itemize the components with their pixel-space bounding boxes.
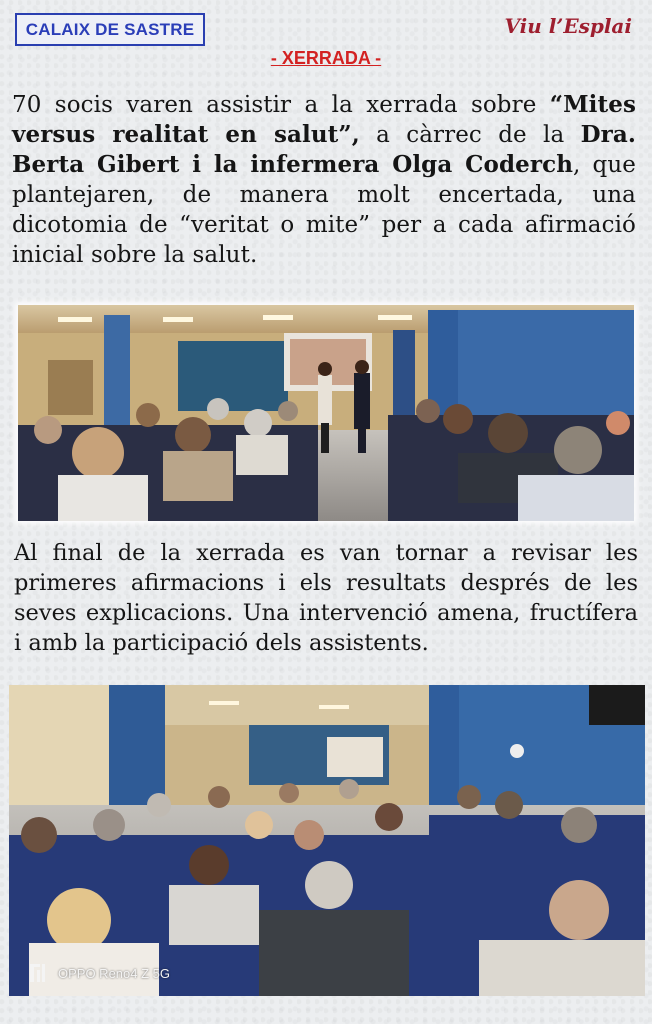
camera-watermark	[28, 962, 170, 984]
brand-title: Viu l’Esplai	[504, 14, 632, 38]
section-label: CALAIX DE SASTRE	[15, 13, 205, 46]
camera-watermark-text: OPPO Reno4 Z 5G	[58, 965, 170, 981]
talk-audience-photo	[18, 305, 634, 521]
closing-paragraph: Al final de la xerrada es van tornar a revisar les primeres afirmacions i els resultats després de les seves explicacions. Una intervenció amena, fructífera i amb la participació dels assistents.	[14, 540, 638, 656]
intro-paragraph: 70 socis varen assistir a la xerrada sobre “Mites versus realitat en salut”, a càrrec de la Dra. Berta Gibert i la infermera Olga Coderch, que plantejaren, de manera molt encertada, una dicotomia de “veritat o mite” per a cada afirmació inicial sobre la salut.	[12, 91, 636, 268]
camera-watermark-icon	[28, 962, 48, 984]
article-subtitle: - XERRADA -	[270, 48, 382, 68]
audience-wide-photo	[9, 685, 645, 996]
